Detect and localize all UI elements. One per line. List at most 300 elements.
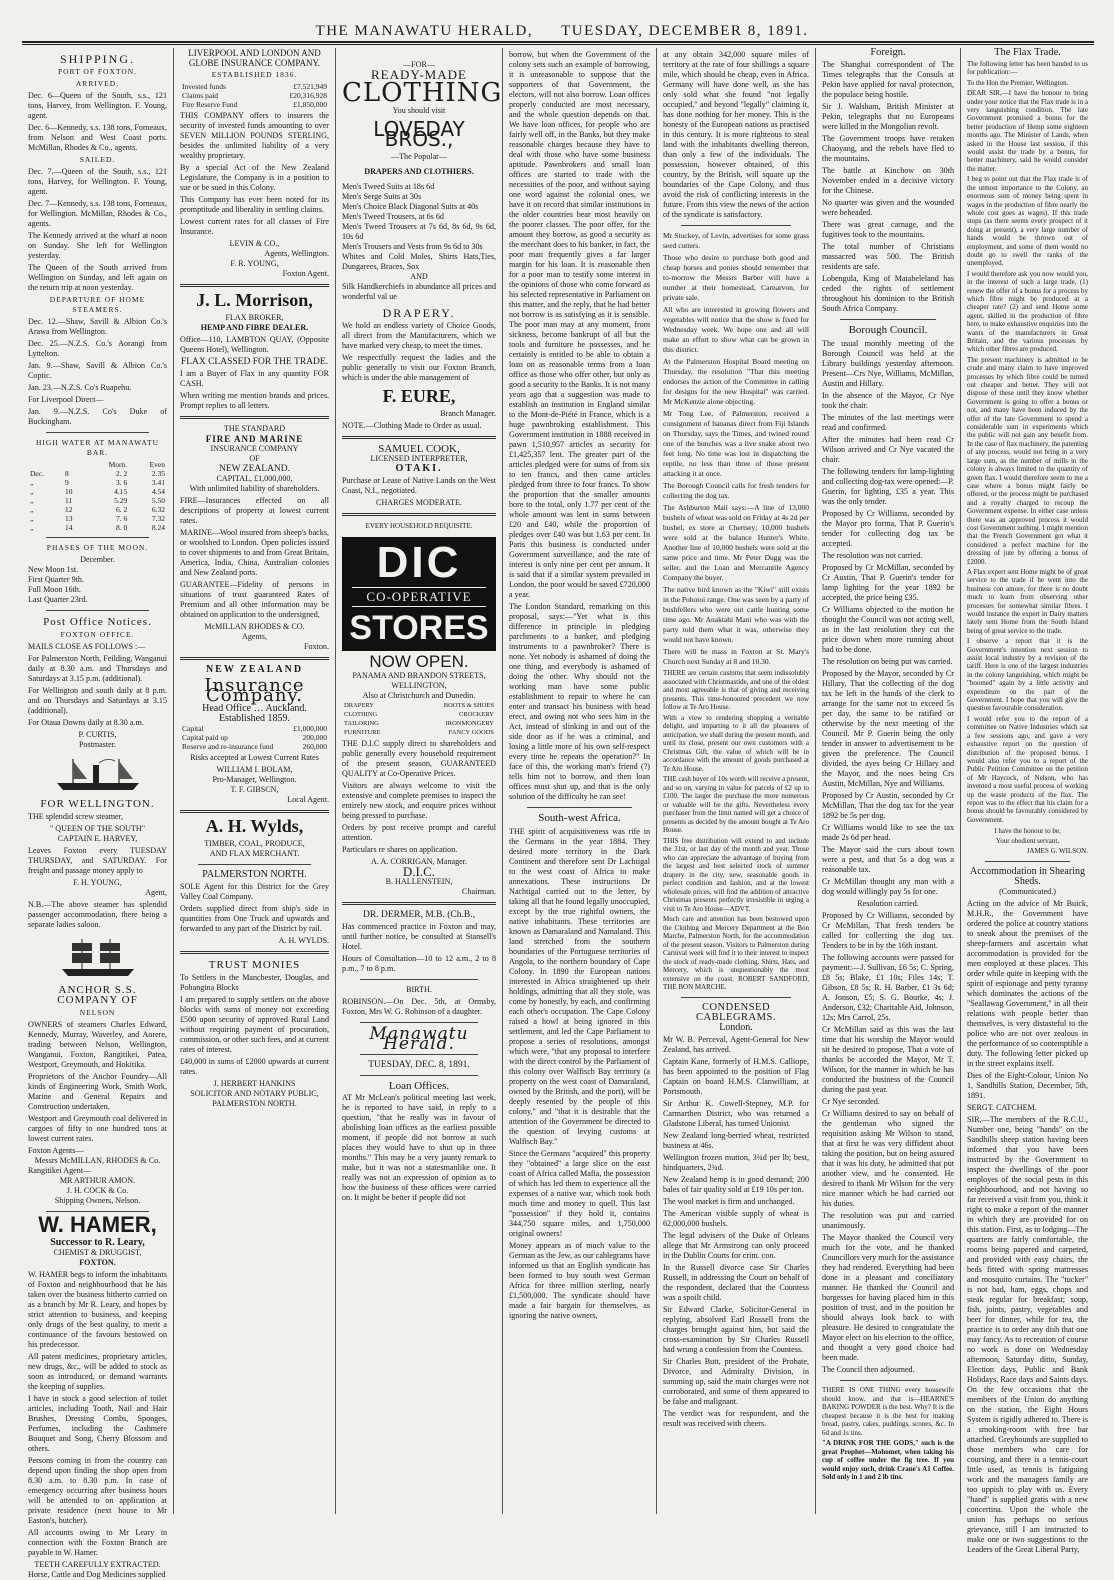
- dic-text: Orders by post receive prompt and careful attention.: [342, 823, 496, 842]
- lg-agent: F. R. YOUNG,: [230, 259, 279, 268]
- lg-agent: Agents, Wellington.: [264, 249, 329, 258]
- foreign-news: Lobengula, King of Matabeleland has ceded the rights of settlement throughout his dominion to the British South Africa Company.: [822, 274, 954, 313]
- column-5: [657, 48, 816, 1514]
- standard-sub: INSURANCE COMPANY: [210, 444, 299, 453]
- standard-text: FIRE—Insurances effected on all descriptions of property at lowest current rates.: [180, 496, 329, 525]
- trust-text: I am prepared to supply settlers on the above blocks with sums of money not exceeding £500 upon security of approved Rural Land without requiring payment of procuration, commission, or other such fees, and at current rates of interest.: [180, 995, 330, 1054]
- shipping-note: The Queen of the South arrived from Wellington on Sunday, and left again on the return trip at noon yesterday.: [28, 263, 167, 292]
- cell: 5.29: [114, 496, 128, 505]
- moon-phase: New Moon 1st.: [28, 565, 79, 574]
- departure: Jan. 9.—Shaw, Savill & Albion Co.'s Coptic.: [28, 361, 167, 380]
- moon-month: December.: [80, 555, 115, 564]
- morrison-text: When writing me mention brands and prices. Prompt replies to all letters.: [180, 391, 329, 410]
- cell: Fire Reserve Fund: [182, 100, 238, 109]
- cell: Capital paid up: [182, 733, 228, 742]
- mail-notice: For Otaua Downs daily at 8.30 a.m.: [28, 718, 144, 727]
- palmerston-text: SOLE Agent for this District for the Grey Valley Coal Company.: [180, 882, 329, 901]
- paper-title: THE MANAWATU HERALD,: [315, 23, 534, 39]
- cable: New Zealand long-berried wheat, restricted business at 46s.: [663, 1130, 809, 1150]
- cable: Wellington frozen mutton, 3¾d per lb; best, hindquarters, 2¾d.: [663, 1152, 809, 1172]
- sw-africa-text: Money appears as of much value to the German as the Jew, as our cablegrams have informed us that an English syndicate has been formed to buy south west German Africa for three million sterling, nearly £1,500,000. The syndicate should have made a fair bargain for themselves, as ignoring the native owners,: [509, 1241, 650, 1320]
- herald-date: TUESDAY, DEC. 8, 1891.: [368, 1060, 470, 1070]
- council-report: The usual monthly meeting of the Borough Council was held at the Library buildings yesterday afternoon. Present—Crs Nye, Williams, McMillan, Austin and Hillary.: [822, 339, 954, 388]
- nz-text: Risks accepted at Lowest Current Rates: [190, 753, 319, 762]
- columns: [22, 47, 1094, 1579]
- table-row: [180, 742, 329, 751]
- post-office-sub: FOXTON OFFICE.: [60, 630, 135, 639]
- dic-text: THE D.I.C supply direct to shareholders and public generally every household requirement of the present season, GUARANTEED QUALITY at Co-Operative Prices.: [342, 739, 496, 778]
- anchor-text: Foxton Agents—: [28, 1146, 84, 1155]
- lg-agent: Foxton Agent.: [282, 269, 329, 278]
- morrison-text: I am a Buyer of Flax in any quantity FOR CASH.: [180, 369, 329, 388]
- morrison-heading: J. L. Morrison,: [196, 290, 313, 310]
- cell: 10: [64, 487, 73, 496]
- cable: The verdict was for respondent, and the result was received with cheers.: [663, 1408, 809, 1428]
- foreign-news: No quarter was given and the wounded were beheaded.: [822, 198, 954, 217]
- cell: 8: [64, 469, 69, 478]
- council-report: Proposed by Cr Austin, seconded by Cr McMillan, That the dog tax for the year 1892 be 5s per dog.: [822, 791, 954, 820]
- dic-co-op: CO-OPERATIVE: [352, 587, 486, 607]
- postmaster-name: P. CURTIS,: [78, 730, 117, 739]
- hamer-text: Persons coming in from the country can depend upon finding the shop open from 8.30 a.m. to 8.30 p.m. In case of emergency occurring after business hours will be attended to on application at private residence (next house to Mr Easton's, butcher).: [28, 1456, 167, 1525]
- dic-address: Also at Christchurch and Dunedin.: [362, 691, 476, 700]
- local-news: THE cash buyer of 10s worth will receive a present, and so on, varying in value for parcels of £2 up to £100. The larger the purchase the more numerous or valuable will be the gifts. Nevertheless every purchaser from the limit named will get a choice of presents as decided by the amount bought at Te Aro House.: [663, 775, 809, 834]
- flax-letter: I observe a report that it is the Government's intention next session to assist local industry by a revision of the tariff. Here is one of the largest industries in the colony languishing, which might be "boomed" again by a little activity and expenditure on the part of the Government. I hope that you will give the question favourable consideration.: [967, 637, 1088, 713]
- cell: £7,521,949: [293, 82, 327, 91]
- cook-heading: SAMUEL COOK,: [378, 443, 460, 455]
- anchor-text: Rangitikei Agent—: [28, 1166, 92, 1175]
- flax-letter: DEAR SIR,—I have the honour to bring under your notice that the Flax trade is in a very languishing condition. The late Government promised a bonus for the better production of Hemp some eighteen months ago. The Minister of Lands, when asked in the House last session, if this would assist the trade by a bonus, for better machinery, said he would consider the matter.: [967, 89, 1088, 173]
- port-heading: PORT OF FOXTON.: [57, 67, 138, 76]
- list-item: Men's Serge Suits at 30s: [342, 192, 422, 201]
- morrison-sub: HEMP AND FIBRE DEALER.: [200, 323, 309, 332]
- herald-title: Manawatu Herald.: [369, 1024, 469, 1054]
- cell: 11: [64, 496, 73, 505]
- clothing-for: —FOR—: [403, 60, 435, 69]
- dic-signature: A. A. CORRIGAN, Manager.: [371, 857, 467, 866]
- loveday-silk: Silk Handkerchiefs in abundance all prices and wonderful val ue: [342, 282, 496, 301]
- divider: [840, 1380, 936, 1381]
- shipping-heading: SHIPPING.: [59, 52, 135, 66]
- council-report: Cr McMillan thought any man with a dog would willingly pay 5s for one.: [822, 877, 954, 896]
- palmerston-text: A. H. WYLDS.: [278, 936, 329, 945]
- council-report: Cr Williams objected to the motion he thought the Council was not acting well, as in the last resolution they cut the price down when more running about had to be done.: [822, 605, 954, 654]
- divider: [360, 1054, 478, 1055]
- mail-notice: For Wellington and south daily at 8 p.m. and on Thursdays and Saturdays at 3.15 (additional).: [28, 686, 167, 715]
- trust-signature: J. HERBERT HANKINS: [213, 1079, 296, 1088]
- council-report: The resolution was not carried.: [822, 551, 923, 560]
- clothing-sub: READY-MADE: [371, 67, 467, 82]
- divider: [360, 979, 478, 980]
- anchor-text: J. H. COCK & Co.: [66, 1186, 129, 1195]
- flax-letter: I beg to point out that the Flax trade is of the utmost importance to the Colony, an enormous sum of money being spent in wages in the production of fibre nearly the whole cost goes as wages). If this trade stops (as there seems every prospect of it doing at present), a very large number of hands would be thrown out of employment, and some of them would no doubt go to swell the ranks of the unemployed.: [967, 175, 1088, 268]
- cable: Captain Kane, formerly of H.M.S. Calliope, has been appointed to the position of Flag Captain on board H.M.S. Clanwilliam, at Portsmouth.: [663, 1056, 809, 1096]
- dic-address: PANAMA AND BRANDON STREETS,: [352, 671, 486, 680]
- dermer-text: Has commenced practice in Foxton and may, until further notice, be consulted at Stansell's Hotel.: [342, 922, 496, 951]
- table-row: [180, 91, 329, 100]
- cable: Sir Charles Butt, president of the Probate, Divorce, and Admiralty Division, in summing up, said the main charges were not corroborated, and some of them appeared to be false and malignant.: [663, 1356, 809, 1406]
- standard-cap: CAPITAL, £1,000,000,: [216, 474, 293, 483]
- cell: 6. 2: [115, 505, 128, 514]
- cell: £20,316,928: [289, 91, 327, 100]
- arrival: Dec. 6—Queen of the South, s.s., 121 tons, Harvey, from Wellington. F. Young, agent.: [28, 91, 167, 120]
- sw-africa-text: THE spirit of acquisitiveness was rife in the Germans in the year 1884. They desired more territory in the Dark Continent and therefore sent Dr Lachtigal to the west coast of Africa to make annexations. These instructions Dr Nachtigal carried out to the letter, by taking all that he found legally unoccupied, except by the true rightful owners, the native inhabitants. These territories are known as Damaraland and Namaland. This land stretched from the southern boundaries of the Portuguese territories of Angola, to the northern boundary of Cape Colony. In 1890 the European nations interested in Africa straightened up their holdings, admitting that all they stole, was come by honestly, by each, and confirming each other's occupation. The Cape Colony raised a howl at being ignored in this settlement, and led the Cape Parliament to propose a series of resolutions, amongst which were, "that any proposal to interfere with the direct control by the Parliament of this colony over Walfisch Bay territory (a property on the west coast of Damaraland, owned by the British, and the port), will be deeply resented by the people of this colony," and "that it is desirable that the attention of the Government be directed to the question of levying customs at Walfisch Bay.": [509, 827, 650, 1146]
- hamer-text: All patent medicines, proprietary articles, new drugs, &c., will be added to stock as soon as introduced, or demand warrants the keeping of supplies.: [28, 1352, 167, 1391]
- divider: [681, 225, 791, 226]
- mail-notice: MAILS CLOSE AS FOLLOWS :—: [28, 642, 146, 651]
- flax-signoff: JAMES G. WILSON.: [1026, 847, 1088, 856]
- sailing-ship-illustration: [58, 935, 138, 979]
- council-report: The resolution on being put was carried.: [822, 657, 953, 666]
- lg-agent: LEVIN & CO.,: [229, 239, 280, 248]
- standard-cap: With unlimited liability of shareholders.: [189, 484, 320, 493]
- steamer-illustration: [53, 755, 143, 793]
- eure-note: NOTE.—Clothing Made to Order as usual.: [342, 421, 482, 430]
- flax-heading: The Flax Trade.: [994, 47, 1061, 58]
- divider: [46, 610, 149, 611]
- cable: The wool market is firm and unchanged.: [663, 1196, 795, 1206]
- foreign-news: There was great carnage, and the fugitives took to the mountains.: [822, 220, 954, 239]
- masthead-rule-thin: [22, 44, 1094, 45]
- cell: CROCKERY: [458, 711, 494, 718]
- divider: [360, 1022, 478, 1023]
- trust-text: To Settlers in the Manchester, Douglas, and Pohangina Blocks: [180, 973, 329, 992]
- table-row: [28, 478, 167, 487]
- arrival: Dec. 6—Kennedy, s.s. 138 tons, Forneaux, from Nelson and West Coast ports. McMillan, Rhodes & Co., agents.: [28, 123, 167, 152]
- dic-tagline: EVERY HOUSEHOLD REQUISITE.: [365, 522, 473, 530]
- loan-heading: Loan Offices.: [388, 1080, 450, 1092]
- local-news: The native bird known as the "Kiwi" still exists in the Pohotoi range. One was seen by a party of bushfellers who were out cattle hunting some time ago. Mr Anaktahi Mani who was with the party told them what it was, otherwise they would not have known.: [663, 585, 809, 644]
- agent-title: Agent,: [145, 888, 167, 897]
- cable: New Zealand hemp is in good demand; 200 bales of fair quality sold at £19 10s per ton.: [663, 1174, 809, 1194]
- nz-text: Head Office … Auckland.: [202, 703, 307, 714]
- moon-phase: First Quarter 9th.: [28, 575, 84, 584]
- nz-agent: T. F. GIBSCN,: [230, 785, 279, 794]
- cell: 3.41: [151, 478, 165, 487]
- lg-table: [180, 82, 329, 109]
- council-report: The resolution was put and carried unanimously.: [822, 1211, 954, 1230]
- departure: Dec. 25.—N.Z.S. Co.'s Aorangi from Lyttelton.: [28, 339, 167, 358]
- drapery-text: We respectfully request the ladies and the public generally to visit our Foxton Branch, which is under the able management of: [342, 353, 496, 382]
- council-report: The following accounts were passed for payment:—J. Sullivan, £6 5s; C. Spring, £8 5s; Blake, £1 10s; Files 14s; T. Gibson, £8 5s; R. H. Barber, £1 3s 6d; A. Jonson, £5; S. G. Bourke, 4s; J. Anderson, £32; Charitable Aid, Johnson, 12s; Mrs Carrol, 25s.: [822, 953, 954, 1022]
- wylds-sub: AND FLAX MERCHANT.: [209, 849, 300, 858]
- list-item: Men's Tweed Trousers at 7s 6d, 8s 6d, 9s 6d, 10s 6d: [342, 222, 496, 241]
- departure: Jan. 9.—N.Z.S. Co's Duke of Buckingham.: [28, 407, 167, 426]
- table-row: [342, 719, 496, 728]
- cell: IRONMONGERY: [445, 720, 494, 727]
- cable: In the Russell divorce case Sir Charles Russell, in addressing the Court on behalf of the respondent, declared that the Countess was a spoilt child.: [663, 1262, 809, 1302]
- anchor-text: MR ARTHUR AMON.: [59, 1176, 136, 1185]
- shearing-heading: Accommodation in Shearing Sheds.: [970, 866, 1085, 888]
- council-report: Proposed by the Mayor, seconded by Cr Hillary, That the collecting of the dog tax be left in the hands of the clerk to arrange for the same not to exceed 5s per day, the same to be ratified or otherwise by the next meeting of the Council. Mr P. Guerin being the only tender in answer to advertisement to be given the preference. The Council divided, the ayes being Cr Hillary and the Mayor, and the noes being Crs Austin, McMillan, Nye and Williams.: [822, 669, 954, 788]
- table-row: [180, 733, 329, 742]
- standard-sub: NEW ZEALAND.: [218, 464, 291, 474]
- flax-letter: I would therefore ask you now would you, in the interest of such a large trade, (1) renew the offer of a bonus for a process by which fibre might be produced at a cheaper rate? (2) and send Home some agent, skilled in the production of fibre here, to make exhaustive enquiries into the wants of the manufacturers in Great Britain, and the various processes by which other fibres are produced.: [967, 269, 1088, 354]
- cable: Sir Edward Clarke, Solicitor-General in replying, absolved Earl Russell from the charges brought against him, but said the cross-examination by Sir Charles Russell had wrung a confession from the Countess.: [663, 1304, 809, 1354]
- loveday-heading: LOVEDAY BROS.,: [373, 117, 465, 151]
- council-report: Cr McMillan said as this was the last time that his worship the Mayor would sit he desired to propose, That a vote of thanks be accorded the Mayor, Mr T. Wilson, for the manner in which he has conducted the business of the Council during the past year.: [822, 1025, 954, 1094]
- divider: [180, 657, 329, 660]
- loveday-sub: —The Popular—: [391, 152, 447, 161]
- nz-text: Established 1859.: [218, 713, 291, 724]
- standard-agent: Agents,: [242, 632, 267, 641]
- loveday-sub: DRAPERS AND CLOTHIERS.: [364, 167, 474, 176]
- sw-africa-text: at any obtain 342,000 square miles of territory at the rate of four shillings a square mile, which should be cheap, even in Africa. Germany will have done well, as she has only sold what she found "not legally occupied," and beyond "legally" claiming it, has done nothing for her money. This is the honesty of the European nations as practised in this century. It is more righteous to steal land with the inhabitants dwelling thereon, than only a few of the individuals. The possession, however obtained, of this country, by the British, will square up the boundaries of the Cape Colony, and thus avoid the risk of conflicting interests in the future. From this view the news of the action of the syndicate is satisfactory.: [663, 50, 809, 219]
- shearing-sub: (Communicated.): [999, 887, 1056, 897]
- cook-sub: OTAKI.: [395, 463, 443, 474]
- dic-signature: Chairman.: [462, 887, 496, 896]
- lg-est: ESTABLISHED 1836.: [211, 70, 298, 79]
- anchor-heading: ANCHOR S.S. COMPANY OF: [57, 984, 138, 1006]
- foreign-news: The battle at Kinchow on 30th November ended in a decisive victory for the Chinese.: [822, 166, 954, 195]
- cable: The American visible supply of wheat is 62,000,000 bushels.: [663, 1208, 809, 1228]
- eure-sub: Branch Manager.: [440, 409, 496, 418]
- council-report: Cr Williams would like to see the tax made 2s 6d per head.: [822, 823, 954, 842]
- cell: 7.32: [151, 514, 165, 523]
- flax-letter: A Flax expert sent Home might be of great service to the trade if he went into the business con amore, for there is no doubt much to learn from observing other processes for somewhat similar fibres. I would instance the expert in Dairy matters lately sent Home from the South Island being of great service to the trade.: [967, 567, 1088, 635]
- dic-signature: B. HALLENSTEIN,: [385, 877, 453, 886]
- council-report: The minutes of the last meetings were read and confirmed.: [822, 413, 954, 432]
- local-news: Much care and attention has been bestowed upon the Clothing and Mercery Department at the Bon Marche, Palmerston North, for the accommodation of the present season. Visitors to Palmerston during Carnival week will find it to their interest to inspect the stock of ready-made clothing, Shirts, Hats, and Mercery, which is unquestionably the most extensive on the coast. ROBERT SANDFORD, THE BON MARCHE.: [663, 915, 809, 991]
- cell: „: [30, 523, 34, 532]
- cell: £1,000,000: [293, 724, 327, 733]
- cell: [63, 460, 85, 469]
- table-header: [28, 460, 167, 469]
- list-item: Men's Tweed Trousers, at 6s 6d: [342, 212, 444, 221]
- standard-agent: McMILLAN RHODES & CO.: [204, 622, 305, 631]
- morrison-text: FLAX CLASSED FOR THE TRADE.: [180, 357, 329, 367]
- cell: 9: [64, 478, 69, 487]
- divider: [985, 861, 1070, 862]
- council-report: The following tenders for lamp-lighting and collecting dog-tax were opened:—P. Guerin, for lighting, £35 a year. This was the only tender.: [822, 467, 954, 506]
- dermer-text: Hours of Consultation—10 to 12 a.m., 2 to 8 p.m., 7 to 8 p.m.: [342, 954, 496, 973]
- cell: 5.50: [151, 496, 165, 505]
- cell: 260,000: [302, 742, 327, 751]
- dic-stores: STORES: [349, 609, 489, 647]
- masthead-rule: [22, 41, 1094, 43]
- local-news: There will be mass in Foxton at St. Mary's Church next Sunday at 8 and 10.30.: [663, 647, 809, 666]
- table-row: [342, 710, 496, 719]
- nz-agent: Pro-Manager, Wellington.: [212, 775, 297, 784]
- lg-text: By a special Act of the New Zealand Legislature, the Company is in a position to sue or be sued in this Colony.: [180, 163, 329, 192]
- cable: Sir Arthur K. Cowell-Stepney, M.P. for Carmarthen District, who was returned a Gladstone Liberal, has turned Unionist.: [663, 1098, 809, 1128]
- cell: 6.32: [151, 505, 165, 514]
- sw-africa-text: Since the Germans "acquired" this property they "obtained" a large slice on the east coast of Africa called Mafia, the possession of which has led them to experience all the expenses of a native war, which took both much time and money to quell. This last "possession" if they hold it, contains 344,750 square miles, and 1,750,000 original owners!: [509, 1149, 650, 1238]
- cell: FURNITURE: [344, 729, 381, 736]
- dic-signature: D.I.C.: [402, 864, 436, 879]
- cell: CLOTHING: [344, 711, 378, 718]
- cell: £1,850,000: [293, 100, 327, 109]
- trust-text: £40,000 in sums of £2000 upwards at current rates.: [180, 1057, 329, 1076]
- cell: Claims paid: [182, 91, 219, 100]
- column-6: [816, 48, 961, 1514]
- table-row: [28, 469, 167, 478]
- cell: Invested funds: [182, 82, 226, 91]
- cablegrams-heading: CONDENSED CABLEGRAMS.: [696, 1001, 776, 1023]
- wylds-sub: TIMBER, COAL, PRODUCE,: [204, 839, 305, 848]
- cell: Dec.: [30, 469, 44, 478]
- standard-agent: Foxton.: [304, 642, 329, 651]
- loan-article: borrow, but when the Government of the colony sets such an example of borrowing, it is unreasonable to suppose that the supporters of that Government, the electors, will not also borrow. Loan offices properly conducted are most necessary, and the whole question depends on that. We have loan offices, for people who are fairly well off, in the Banks, but they make reasonable charges because they have to deal with those who have some business aptitude. Pawnbrokers and small loan offices are started to trade with the necessities of the poor, and without saying one word against the colonial ones, we have it on record that similar institutions in the older countries bear most heavily on the poorer classes. The poor offer, for the amount they borrow, as good a security as the merchant does to his banker, in fact, the poor man frequently gives a far larger margin for his loan. It is reasonable then for a poor man to testify some interest in the opinions of those who come forward as his selected representative in Parliament on this matter, and the reply, that he had better not borrow is as satisfying as it is sensible. The poor man may at any moment, from sickness, become bankrupt of all but the tools and furniture he possesses, and he certainly is entitled to be able to obtain a loan on as reasonable terms from a loan office as those who offer other, but only as good a security to the Banks. It is not many years ago that a suggestion was made to establish an institution in England similar to the Mont-de-Piété in France, which is a huge pawnbroking establishment. This Government institution in 1888 received in pawn 1,510,957 articles as security for £1,425,357 lent. The greater part of the articles pledged were for sums of from six to ten francs, and then came articles pledged from three to four francs. To show the proportion that the smaller amounts bore to the total, only 1.77 per cent of the whole amount was lent in sums between £20 and £40, while the proportion of pledges over £40 was but 1.63 per cent. In Paris this business is conducted under Government surveillance, and the rate of interest is only nine per cent per annum. It is said that if a similar system prevailed in London, the poor would be saved £720,000 a year.: [509, 50, 650, 599]
- foreign-news: Sir J. Walsham, British Minister at Pekin, telegraphs that no Europeans were killed in the Mongolian revolt.: [822, 102, 954, 131]
- divider: [180, 951, 329, 954]
- captain: CAPTAIN E. HARVEY,: [57, 834, 138, 843]
- dic-open: NOW OPEN.: [369, 652, 469, 671]
- palmerston-heading: PALMERSTON NORTH.: [202, 869, 307, 880]
- hamer-sub: CHEMIST & DRUGGIST,: [53, 1248, 142, 1257]
- table-row: [180, 100, 329, 109]
- column-4: [503, 48, 657, 1514]
- cell: „: [30, 514, 34, 523]
- loveday-and: AND: [410, 272, 428, 281]
- local-news: With a view to rendering shopping a veritable delight, and imparting to it all the pleasures of anticipation, we shall during the present month, and until its close, present our own customers with a Christmas Gift, the value of which will be in accordance with the amount of goods purchased at Te Aro House.: [663, 713, 809, 773]
- clothing-visit: You should visit: [392, 106, 446, 115]
- london-heading: London.: [719, 1021, 753, 1033]
- arrived-heading: ARRIVED.: [75, 79, 120, 88]
- cell: Even: [149, 460, 165, 469]
- table-row: [342, 701, 496, 710]
- steamer-name: " QUEEN OF THE SOUTH": [49, 824, 146, 833]
- flax-signoff: I have the honour to be,: [994, 827, 1061, 836]
- divider: [180, 810, 329, 813]
- high-water-table: [28, 460, 167, 532]
- nz-sub: Insurance Company.: [204, 675, 305, 706]
- cell: Reserve and re-insurance fund: [182, 742, 274, 751]
- cell: 7. 6: [115, 514, 128, 523]
- shearing-text: SERGT. CATCHEM.: [967, 1103, 1037, 1113]
- council-report: After the minutes had been read Cr Wilson arrived and Cr Nye vacated the chair.: [822, 435, 954, 464]
- clothing-heading: CLOTHING: [342, 78, 503, 108]
- trust-heading: TRUST MONIES: [208, 959, 301, 971]
- local-news: All who are interested in growing flowers and vegetables will notice that the show is fixed for Wednesday week. We hope one and all will make an effort to show what can be grown in this district.: [663, 305, 809, 354]
- cell: 4.15: [114, 487, 128, 496]
- flax-letter: The present machinery is admitted to be crude and many claim to have improved processes by which fibre could be turned out cheaper and better. They will not dispose of these until they know whether Government is going to offer a bonus or not, and many have been induced by the offer of the late Government to spend a considerable sum in experiments which the public will not gain any benefit from. In the case of flax machinery, the patenting of any process, would not bring in a very large sum, as the number of mills in the colony is always limited to the quantity of green flax. I would therefore seem to me a case where a bonus might fairly be offered, or the process might be purchased and a royalty charged to recoup the Government expense. In either case unless there was an approved process it would cost Government nothing. I might mention that the French Government got what it considered a perfect machine for the dressing of jute by offering a bonus of £2000.: [967, 355, 1088, 566]
- cell: 8.24: [151, 523, 165, 532]
- standard-text: MARINE—Wool insured from sheep's backs, or woolshed to London. Open policies issued to cover shipments to and from Great Britain, America, India, China, Australian colonies and New Zealand ports.: [180, 528, 329, 577]
- masthead: [22, 22, 1102, 40]
- standard-text: GUARANTEE—Fidelity of persons in situations of trust guaranteed Rates of Premium and all other information may be obtained on application to the undersigned,: [180, 580, 329, 619]
- cell: „: [30, 487, 34, 496]
- table-row: [28, 496, 167, 505]
- foreign-heading: Foreign.: [870, 47, 906, 58]
- birth-text: ROBINSON.—On Dec. 5th, at Ormsby, Foxton, Mrs W. G. Robinson of a daughter.: [342, 997, 496, 1016]
- local-news: Mr Stuckey, of Levin, advertises for some grass seed cutters.: [663, 231, 809, 250]
- local-news: At the Palmerston Hospital Board meeting on Thursday, the resolution "That this meeting endorses the action of the Committee in calling for designs for the new Hospital" was carried. Mr McKenzie alone objecting.: [663, 357, 809, 406]
- hamer-heading: W. HAMER,: [38, 1212, 157, 1237]
- flax-letter: I would refer you to the report of a committee on Native Industries which sat a few sessions ago, and gave a very exhaustive report on the question of distribution of the proposed bonus. I would also refer you to a report of the Public Petition Committee on the petition of Mr Haycock, of Nelson, who has invented a most useful process of working up the waste products of the flax. The report was to the effect that his claim for a bonus should be favourably considered by Government.: [967, 714, 1088, 824]
- sailed-heading: SAILED.: [79, 155, 116, 164]
- lg-text: This Company has ever been noted for its promptitude and liberality in settling claims.: [180, 195, 329, 214]
- cell: 13: [64, 514, 73, 523]
- table-row: [180, 724, 329, 733]
- mail-notice: For Palmerston North, Feilding, Wanganui daily at 8.30 a.m. and Thursdays and Saturdays at 3.15 p.m. (additional).: [28, 654, 167, 683]
- flax-letter: The following letter has been handed to us for publication:—: [967, 60, 1088, 77]
- anchor-text: Messrs McMILLAN, RHODES & Co.: [34, 1156, 161, 1165]
- trust-signature: PALMERSTON NORTH.: [212, 1099, 297, 1108]
- nz-table: [180, 724, 329, 751]
- hamer-text: All accounts owing to Mr Leary in connection with the Foxton Branch are payable to W. Hamer.: [28, 1528, 167, 1557]
- steamer-schedule: Leaves Foxton every TUESDAY THURSDAY, and SATURDAY. For freight and passage money apply to: [28, 846, 167, 875]
- cell: 200,000: [302, 733, 327, 742]
- divider: [198, 864, 311, 865]
- cook-sub: LICENSED INTERPRETER,: [370, 454, 468, 463]
- anchor-text: Shipping Owners, Nelson.: [54, 1196, 141, 1205]
- cell: Morn.: [108, 460, 128, 469]
- hamer-text: W. HAMER begs to inform the inhabitants of Foxton and neighbourhood that he has taken over the business hitherto carried on as a branch by Mr R. Leary, and hopes by strict attention to business, and keeping only drugs of the best quality, to merit a continuance of the favours bestowed on his predecessor.: [28, 1270, 167, 1349]
- post-office-heading: Post Office Notices.: [43, 616, 152, 628]
- cell: 2. 2: [115, 469, 128, 478]
- divider: [180, 284, 329, 287]
- wellington-heading: FOR WELLINGTON.: [40, 798, 155, 810]
- table-row: [28, 514, 167, 523]
- cook-text: CHARGES MODERATE.: [376, 498, 462, 507]
- divider: [840, 319, 936, 320]
- hamer-text: Horse, Cattle and Dog Medicines supplied: [28, 1570, 166, 1579]
- column-7: [961, 47, 1094, 1555]
- standard-sub: FIRE AND MARINE: [205, 434, 304, 444]
- dermer-heading: DR. DERMER, M.B. (Ch.B.,: [363, 910, 475, 920]
- cell: „: [30, 496, 34, 505]
- sailing: Dec. 7.—Queen of the South, s.s., 121 tons, Harvey, for Wellington. F. Young, agent.: [28, 167, 167, 196]
- birth-heading: BIRTH.: [406, 985, 432, 994]
- table-row: [28, 523, 167, 532]
- shearing-text: Dies of the Eight-Colour, Union No 1, Sandhills Station, December, 5th, 1891.: [967, 1071, 1088, 1101]
- council-heading: Borough Council.: [848, 324, 928, 336]
- divider: [180, 416, 329, 419]
- council-report: Cr Nye seconded.: [822, 1097, 880, 1106]
- local-news: The Borough Council calls for fresh tenders for collecting the dog tax.: [663, 481, 809, 500]
- council-report: The Mayor thanked the Council very much for the vote, and he thanked Councillors very much for the assistance they had rendered. Everything had been done in a pleasant and conciliatory manner. He thanked the Council and burgesses for having placed him in this position of trust, and in the position he should always look back to with pleasure. He desired to congratulate the Mayor elect on his election to the office, and thought a very good choice had been made.: [822, 1233, 954, 1362]
- local-news: THERE are certain customs that seem indissolubly associated with Christmastide, and one of the oldest and most agreeable is that of giving and receiving presents. This time-honoured precedent we now follow at Te Aro House.: [663, 669, 809, 711]
- postmaster-title: Postmaster.: [78, 740, 117, 749]
- list-item: Men's Tweed Suits at 18s 6d: [342, 182, 435, 191]
- divider: [342, 902, 496, 905]
- list-item: Men's Trousers and Vests from 9s 6d to 30s: [342, 242, 483, 251]
- dic-banner: [342, 537, 496, 651]
- advert: "A DRINK FOR THE GODS," such is the great Prophet—Mohomet, when taking his cup of coffee under the fig tree. If you would enjoy such, drink Crane's A1 Coffee. Sold only in 1 and 2 lb tins.: [822, 1439, 954, 1481]
- drapery-text: We hold an endless variety of Choice Goods, all direct from the Manufacturers, which we have marked very cheap, to meet the times.: [342, 321, 496, 350]
- moon-phase: Full Moon 16th.: [28, 585, 81, 594]
- cell: 14: [64, 523, 73, 532]
- wylds-heading: A. H. Wylds,: [205, 816, 304, 836]
- flax-signoff: Your obedient servant,: [995, 837, 1060, 846]
- eure-heading: F. EURE,: [382, 386, 456, 406]
- paper-date: TUESDAY, DECEMBER 8, 1891.: [561, 23, 809, 39]
- cell: Capital: [182, 724, 204, 733]
- divider: [46, 432, 149, 433]
- agent-name: F. H. YOUNG,: [73, 878, 122, 887]
- council-report: The Council then adjourned.: [822, 1365, 915, 1374]
- departure: Dec. 12.—Shaw, Savill & Albion Co.'s Arawa from Wellington.: [28, 317, 167, 336]
- local-news: The Ashburton Mail says:—A line of 13,000 bushels of wheat was sold on Friday at 4s 2d per bushel, ex store at Chertsey; 10,000 bushels were sold at the balance Hunter's White. Another line of 10,000 bushels were sold at the same price and time. Mr Peter Dugg was the seller, and the Loan and Mercantile Agency Company the buyer.: [663, 503, 809, 582]
- hamer-sub: Successor to R. Leary,: [50, 1237, 145, 1248]
- table-row: [342, 728, 496, 737]
- divider: [342, 436, 496, 439]
- column-1: [22, 48, 174, 1579]
- divider: [527, 807, 632, 808]
- council-report: Proposed by Cr Williams, seconded by Cr McMillan, That fresh tenders be called for collecting the dog tax. Tenders to be in by the 16th instant.: [822, 911, 954, 950]
- cell: „: [30, 478, 34, 487]
- drapery-heading: DRAPERY.: [382, 306, 456, 320]
- moon-phase: Last Quarter 23rd.: [28, 595, 88, 604]
- cell: FANCY GOODS: [448, 729, 494, 736]
- cell: TAILORING: [344, 720, 379, 727]
- anchor-text: Westport and Greymouth coal delivered in cargoes of fifty to one hundred tons at lowest current rates.: [28, 1114, 167, 1143]
- anchor-text: OWNERS of steamers Charles Edward, Kennedy, Murray, Waverley, and Aorere, trading between Nelson, Wellington, Wanganui, Foxton, Rangitikei, Patea, Westport, Greymouth, and Hokitika.: [28, 1020, 167, 1069]
- cell: [28, 460, 63, 469]
- cell: BOOTS & SHOES: [443, 702, 494, 709]
- shipping-note: The Kennedy arrived at the wharf at noon on Sunday. She left for Wellington yesterday.: [28, 231, 167, 260]
